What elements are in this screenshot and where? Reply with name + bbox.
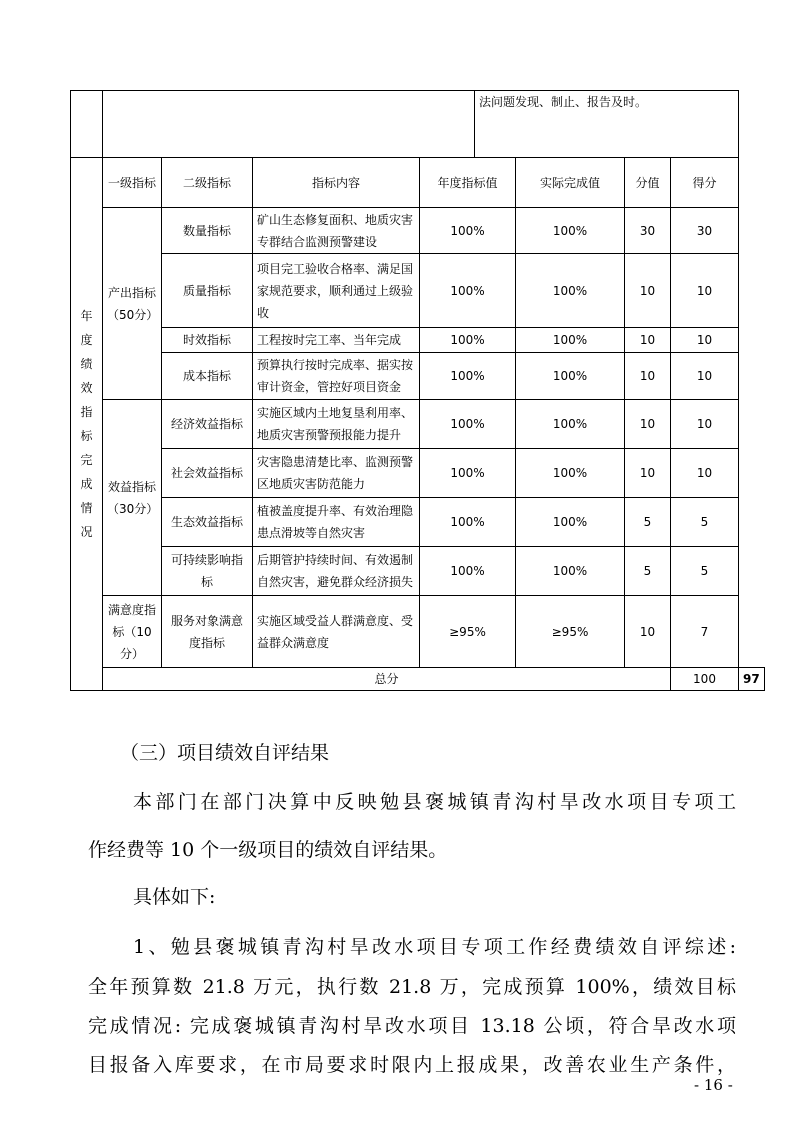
score-value-cell: 10 — [625, 449, 671, 498]
score-cell: 30 — [671, 208, 739, 254]
target-cell: 100% — [420, 547, 516, 596]
target-cell: 100% — [420, 498, 516, 547]
continued-text: 法问题发现、制止、报告及时。 — [475, 91, 739, 158]
col-header: 指标内容 — [253, 158, 420, 208]
table-row — [71, 547, 765, 596]
actual-cell: 100% — [516, 498, 625, 547]
score-value-cell: 5 — [625, 547, 671, 596]
section-heading: （三）项目绩效自评结果 — [120, 742, 330, 764]
score-cell: 10 — [671, 328, 739, 353]
content-cell: 实施区域内土地复垦利用率、地质灾害预警预报能力提升 — [253, 400, 420, 449]
score-cell: 5 — [671, 547, 739, 596]
target-cell: 100% — [420, 449, 516, 498]
total-label: 总分 — [103, 668, 671, 691]
score-value-cell: 10 — [625, 596, 671, 668]
total-row — [71, 668, 765, 691]
score-cell: 10 — [671, 254, 739, 328]
actual-cell: 100% — [516, 254, 625, 328]
level2-cell: 生态效益指标 — [162, 498, 253, 547]
group-output: 产出指标（50分） — [103, 208, 162, 400]
score-cell: 10 — [671, 353, 739, 400]
col-header: 年度指标值 — [420, 158, 516, 208]
level2-cell: 质量指标 — [162, 254, 253, 328]
col-header: 实际完成值 — [516, 158, 625, 208]
paragraph-line: 具体如下: — [133, 886, 216, 908]
level2-cell: 服务对象满意度指标 — [162, 596, 253, 668]
paragraph-line: 作经费等 10 个一级项目的绩效自评结果。 — [88, 839, 448, 861]
group-benefit: 效益指标（30分） — [103, 400, 162, 596]
col-header: 分值 — [625, 158, 671, 208]
score-cell: 10 — [671, 400, 739, 449]
table-row — [71, 498, 765, 547]
score-value-cell: 5 — [625, 498, 671, 547]
score-value-cell: 10 — [625, 328, 671, 353]
table-row — [71, 596, 765, 668]
level2-cell: 可持续影响指标 — [162, 547, 253, 596]
target-cell: 100% — [420, 353, 516, 400]
table-row — [71, 208, 765, 254]
content-cell: 后期管护持续时间、有效遏制自然灾害，避免群众经济损失 — [253, 547, 420, 596]
level2-cell: 社会效益指标 — [162, 449, 253, 498]
group-satisfaction: 满意度指标（10分） — [103, 596, 162, 668]
table-row — [71, 353, 765, 400]
table-row — [71, 449, 765, 498]
paragraph-line: 完成情况: 完成褒城镇青沟村旱改水项目 13.18 公顷，符合旱改水项 — [88, 1015, 736, 1037]
content-cell: 预算执行按时完成率、据实按审计资金，管控好项目资金 — [253, 353, 420, 400]
content-cell: 植被盖度提升率、有效治理隐患点滑坡等自然灾害 — [253, 498, 420, 547]
page-number: - 16 - — [694, 1076, 733, 1094]
performance-table — [70, 157, 765, 691]
actual-cell: 100% — [516, 400, 625, 449]
target-cell: ≥95% — [420, 596, 516, 668]
total-score: 97 — [739, 668, 765, 691]
total-score-value: 100 — [671, 668, 739, 691]
paragraph-line: 目报备入库要求，在市局要求时限内上报成果，改善农业生产条件， — [88, 1054, 736, 1076]
level2-cell: 时效指标 — [162, 328, 253, 353]
level2-cell: 成本指标 — [162, 353, 253, 400]
table-row — [71, 254, 765, 328]
header-row — [71, 158, 765, 208]
content-cell: 工程按时完工率、当年完成 — [253, 328, 420, 353]
empty-cell — [71, 91, 103, 158]
score-cell: 5 — [671, 498, 739, 547]
target-cell: 100% — [420, 400, 516, 449]
paragraph-line: 全年预算数 21.8 万元，执行数 21.8 万，完成预算 100%，绩效目标 — [88, 976, 736, 998]
col-header: 一级指标 — [103, 158, 162, 208]
score-value-cell: 30 — [625, 208, 671, 254]
actual-cell: 100% — [516, 449, 625, 498]
table-continuation-row — [70, 90, 739, 158]
content-cell: 实施区域受益人群满意度、受益群众满意度 — [253, 596, 420, 668]
empty-cell — [103, 91, 475, 158]
actual-cell: ≥95% — [516, 596, 625, 668]
table-row — [71, 328, 765, 353]
actual-cell: 100% — [516, 547, 625, 596]
target-cell: 100% — [420, 328, 516, 353]
score-value-cell: 10 — [625, 254, 671, 328]
content-cell: 矿山生态修复面积、地质灾害专群结合监测预警建设 — [253, 208, 420, 254]
target-cell: 100% — [420, 254, 516, 328]
score-cell: 7 — [671, 596, 739, 668]
col-header: 二级指标 — [162, 158, 253, 208]
actual-cell: 100% — [516, 328, 625, 353]
paragraph-line: 本部门在部门决算中反映勉县褒城镇青沟村旱改水项目专项工 — [133, 791, 736, 813]
target-cell: 100% — [420, 208, 516, 254]
level2-cell: 经济效益指标 — [162, 400, 253, 449]
col-header: 得分 — [671, 158, 739, 208]
content-cell: 项目完工验收合格率、满足国家规范要求，顺利通过上级验收 — [253, 254, 420, 328]
table-row — [71, 400, 765, 449]
score-value-cell: 10 — [625, 353, 671, 400]
actual-cell: 100% — [516, 353, 625, 400]
level2-cell: 数量指标 — [162, 208, 253, 254]
score-value-cell: 10 — [625, 400, 671, 449]
side-label: 年度绩效指标完成情况 — [71, 158, 103, 691]
actual-cell: 100% — [516, 208, 625, 254]
content-cell: 灾害隐患清楚比率、监测预警区地质灾害防范能力 — [253, 449, 420, 498]
score-cell: 10 — [671, 449, 739, 498]
paragraph-line: 1、勉县褒城镇青沟村旱改水项目专项工作经费绩效自评综述: — [133, 936, 736, 958]
